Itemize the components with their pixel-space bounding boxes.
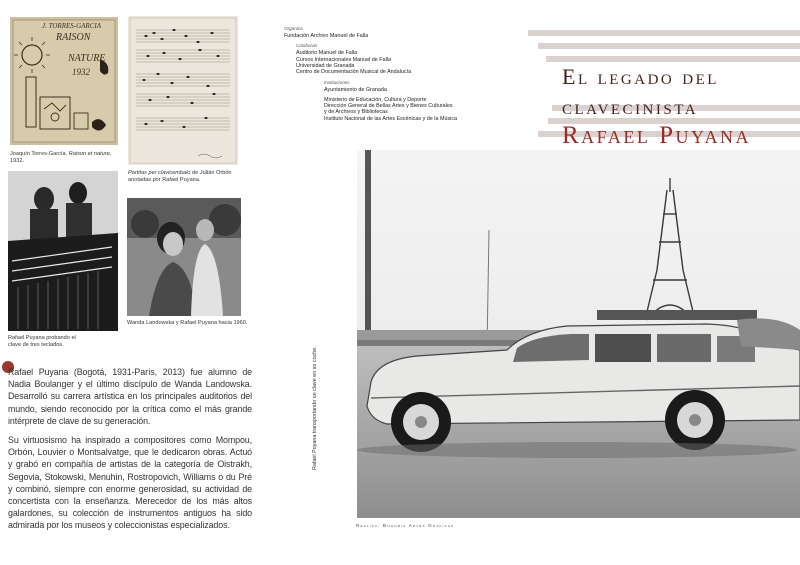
book-cover-title-2: NATURE [68, 53, 106, 64]
caption-partitas: Partitas per clavicembalo de Julián Orbón anotadas por Rafael Puyana. [128, 170, 232, 183]
photo-wanda-rafael [127, 198, 241, 316]
printer-credit: Realiza. Bogoria Artes Gráficas [356, 523, 455, 528]
exhibition-title-line-1: El legado del [562, 64, 719, 89]
stripe [528, 30, 800, 36]
book-cover-author: J. TORRES-GARCIA [42, 22, 101, 30]
biography-paragraph-1: Rafael Puyana (Bogotá, 1931-París, 2013) fue alumno de Nadia Boulanger y el último discípulo de Wanda Landowska. Desarrolló su carrera artística en los principales auditorios del mundo, siendo reconocido por la crítica como el más grande intérprete de clave de su generación. [8, 367, 252, 426]
photo-torres-garcia-book [10, 17, 118, 145]
credits-colaboran-item: Auditorio Manuel de Falla [296, 50, 358, 57]
credits-instituciones-label: Instituciones [324, 79, 350, 85]
credits-colaboran-list [284, 50, 504, 76]
exhibition-title-line-2: clavecinista [562, 94, 699, 119]
credits-colaboran-label: Colaboran [296, 42, 318, 48]
stripe [546, 56, 800, 62]
credits-block [284, 26, 504, 122]
photo-car-eiffel [357, 150, 800, 518]
credits-colaboran-item: Cursos Internacionales Manuel de Falla [296, 56, 391, 63]
biography-paragraph-2: Su virtuosismo ha inspirado a compositores como Mompou, Orbón, Louvier o Montsalvatge, que le dedicaron obras. Actuó y grabó en compañía de artistas de la categoría de Oistrakh, Segovia, Stokowski, Menuhin, Rostropovich, Williams o du Pré y combinó, siempre con enorme generosidad, su actividad de concertista con la enseñanza. Merecedor de los más altos galardones, su colección de instrumentos antiguos ha sido admirada por los museos y coleccionistas especializados. [8, 435, 252, 531]
caption-wanda-rafael: Wanda Landowska y Rafael Puyana hacia 1960. [127, 320, 248, 326]
stripe [538, 43, 800, 49]
credits-colaboran-item: Universidad de Granada [296, 63, 355, 70]
credits-colaboran-item: Centro de Documentación Musical de Andalucía [296, 69, 412, 76]
photo-rafael-harpsichord [8, 171, 118, 331]
book-cover-year: 1932 [72, 67, 90, 77]
credits-organiza: Fundación Archivo Manuel de Falla [284, 33, 369, 40]
credits-institucion-item: Instituto Nacional de las Artes Escénicas y de la Música [324, 115, 458, 122]
biography-text [8, 366, 252, 539]
photo-partitas-score [128, 16, 238, 165]
exhibition-title-line-3: Rafael Puyana [562, 122, 751, 149]
portrait-photo-illustration [127, 198, 241, 316]
book-cover-title-1: RAISON [56, 32, 91, 43]
credits-institucion-item: Ministerio de Educación, Cultura y Deporte [324, 96, 427, 103]
caption-torres-garcia: Joaquín Torres-García. Raison et nature, 1932. [10, 151, 112, 164]
credits-institucion-item: Dirección General de Bellas Artes y Bienes Culturales [324, 103, 453, 110]
sheet-music-illustration [128, 16, 238, 165]
caption-rafael-harpsichord: Rafael Puyana probando el clave de tres teclados. [8, 335, 76, 348]
caption-car: Rafael Puyana transportando un clave en su coche. [312, 346, 318, 470]
harpsichord-photo-illustration [8, 171, 118, 331]
car-photo-illustration [357, 150, 800, 518]
credits-organiza-label: Organiza [284, 26, 303, 31]
credits-instituciones-1: Ayuntamiento de Granada [324, 87, 387, 94]
credits-instituciones-list [284, 97, 504, 123]
credits-institucion-item: y de Archivos y Bibliotecas [324, 109, 388, 116]
